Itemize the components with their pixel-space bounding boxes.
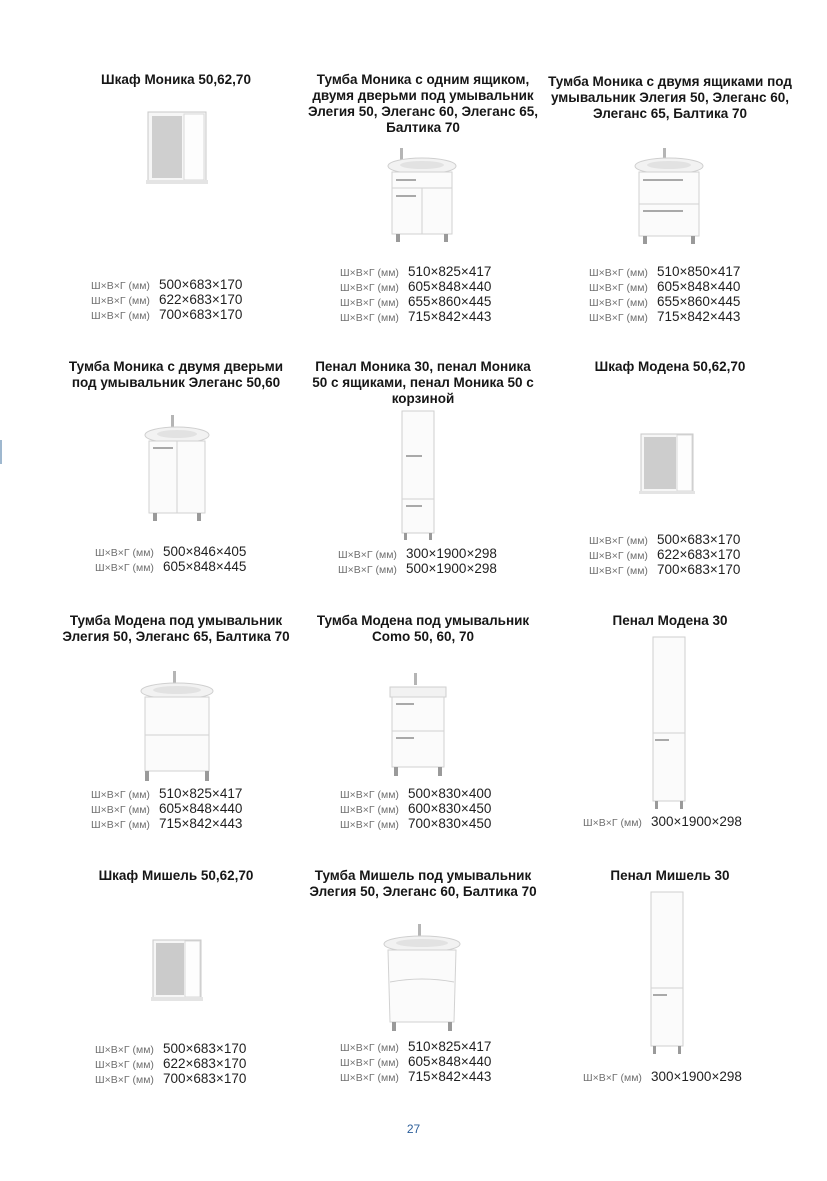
- tall-cabinet-icon: [649, 635, 689, 811]
- spec-row: [95, 1057, 246, 1072]
- spec-value: 510×850×417: [657, 264, 741, 279]
- product-card: [545, 74, 795, 334]
- spec-label: Ш×В×Г (мм): [589, 550, 648, 562]
- vanity-two-drawers-icon: [386, 673, 450, 777]
- product-title: Тумба Мишель под умывальник Элегия 50, Элеганс 60, Балтика 70: [309, 868, 537, 899]
- spec-label: Ш×В×Г (мм): [340, 1072, 399, 1084]
- spec-value: 500×683×170: [159, 277, 243, 292]
- spec-value: 500×683×170: [163, 1041, 247, 1056]
- spec-value: 622×683×170: [159, 292, 243, 307]
- page-number: 27: [406, 1122, 421, 1136]
- spec-list: [340, 787, 491, 832]
- vanity-drawer-doors-icon: [386, 148, 458, 244]
- spec-row: [91, 278, 242, 293]
- spec-label: Ш×В×Г (мм): [338, 564, 397, 576]
- spec-list: [91, 787, 242, 832]
- spec-list: [583, 1070, 742, 1085]
- spec-label: Ш×В×Г (мм): [340, 1057, 399, 1069]
- product-title: Шкаф Модена 50,62,70: [594, 359, 746, 374]
- spec-row: [95, 1072, 246, 1087]
- spec-list: [95, 1042, 246, 1087]
- spec-value: 715×842×443: [408, 1069, 492, 1084]
- mirror-cabinet-icon: [146, 110, 210, 186]
- product-card: [545, 613, 795, 838]
- spec-label: Ш×В×Г (мм): [91, 295, 150, 307]
- spec-label: Ш×В×Г (мм): [91, 819, 150, 831]
- vanity-two-drawers-icon: [139, 671, 215, 783]
- spec-value: 605×848×440: [408, 279, 492, 294]
- spec-row: [91, 802, 242, 817]
- spec-value: 715×842×443: [408, 309, 492, 324]
- spec-list: [589, 533, 740, 578]
- spec-row: [583, 815, 742, 830]
- spec-value: 510×825×417: [159, 786, 243, 801]
- spec-row: [338, 562, 497, 577]
- spec-row: [340, 1055, 491, 1070]
- spec-row: [589, 265, 740, 280]
- product-card: [298, 613, 548, 838]
- spec-row: [589, 533, 740, 548]
- spec-label: Ш×В×Г (мм): [589, 282, 648, 294]
- page-edge-mark: [0, 440, 2, 464]
- product-title: Пенал Модена 30: [612, 613, 728, 628]
- spec-label: Ш×В×Г (мм): [95, 1074, 154, 1086]
- spec-value: 622×683×170: [657, 547, 741, 562]
- spec-row: [95, 560, 246, 575]
- spec-row: [340, 310, 491, 325]
- spec-label: Ш×В×Г (мм): [91, 789, 150, 801]
- spec-label: Ш×В×Г (мм): [589, 565, 648, 577]
- spec-value: 715×842×443: [657, 309, 741, 324]
- spec-label: Ш×В×Г (мм): [340, 312, 399, 324]
- vanity-two-doors-icon: [143, 415, 211, 523]
- spec-value: 510×825×417: [408, 264, 492, 279]
- spec-label: Ш×В×Г (мм): [589, 297, 648, 309]
- spec-row: [91, 787, 242, 802]
- spec-label: Ш×В×Г (мм): [340, 819, 399, 831]
- spec-row: [340, 817, 491, 832]
- spec-value: 500×1900×298: [406, 561, 497, 576]
- product-card: [51, 613, 301, 838]
- product-title: Тумба Моника с одним ящиком, двумя дверьми под умывальник Элегия 50, Элеганс 60, Элеганс 65, Балтика 70: [308, 72, 538, 135]
- product-card: [298, 72, 548, 332]
- spec-label: Ш×В×Г (мм): [340, 804, 399, 816]
- tall-cabinet-icon: [647, 890, 687, 1056]
- tall-cabinet-icon: [398, 409, 438, 541]
- spec-value: 655×860×445: [408, 294, 492, 309]
- spec-label: Ш×В×Г (мм): [95, 1059, 154, 1071]
- spec-value: 715×842×443: [159, 816, 243, 831]
- spec-label: Ш×В×Г (мм): [589, 267, 648, 279]
- spec-row: [340, 1070, 491, 1085]
- spec-value: 605×848×445: [163, 559, 247, 574]
- spec-label: Ш×В×Г (мм): [91, 310, 150, 322]
- spec-list: [95, 545, 246, 575]
- product-card: [545, 359, 795, 579]
- spec-row: [338, 547, 497, 562]
- spec-row: [340, 295, 491, 310]
- spec-value: 500×846×405: [163, 544, 247, 559]
- spec-list: [583, 815, 742, 830]
- spec-label: Ш×В×Г (мм): [91, 804, 150, 816]
- product-title: Пенал Мишель 30: [610, 868, 730, 883]
- spec-value: 655×860×445: [657, 294, 741, 309]
- spec-list: [91, 278, 242, 323]
- spec-value: 622×683×170: [163, 1056, 247, 1071]
- spec-row: [340, 787, 491, 802]
- spec-value: 700×830×450: [408, 816, 492, 831]
- spec-row: [589, 548, 740, 563]
- product-title: Тумба Модена под умывальник Como 50, 60, 70: [316, 613, 530, 644]
- spec-row: [589, 563, 740, 578]
- spec-value: 300×1900×298: [651, 814, 742, 829]
- product-title: Тумба Моника с двумя дверьми под умывальник Элеганс 50,60: [68, 359, 284, 390]
- spec-value: 500×830×400: [408, 786, 492, 801]
- product-title: Шкаф Мишель 50,62,70: [98, 868, 254, 883]
- spec-value: 605×848×440: [408, 1054, 492, 1069]
- spec-value: 600×830×450: [408, 801, 492, 816]
- spec-row: [91, 308, 242, 323]
- spec-row: [583, 1070, 742, 1085]
- spec-row: [340, 1040, 491, 1055]
- spec-label: Ш×В×Г (мм): [340, 789, 399, 801]
- spec-list: [338, 547, 497, 577]
- product-title: Тумба Моника с двумя ящиками под умывальник Элегия 50, Элеганс 60, Элеганс 65, Балтика 70: [548, 74, 792, 121]
- spec-list: [340, 265, 491, 325]
- spec-label: Ш×В×Г (мм): [340, 282, 399, 294]
- spec-row: [340, 280, 491, 295]
- spec-value: 300×1900×298: [651, 1069, 742, 1084]
- spec-row: [589, 295, 740, 310]
- product-card: [51, 359, 301, 579]
- spec-label: Ш×В×Г (мм): [91, 280, 150, 292]
- spec-value: 300×1900×298: [406, 546, 497, 561]
- spec-label: Ш×В×Г (мм): [340, 267, 399, 279]
- mirror-cabinet-icon: [151, 938, 203, 1004]
- spec-label: Ш×В×Г (мм): [95, 547, 154, 559]
- spec-row: [95, 545, 246, 560]
- product-title: Тумба Модена под умывальник Элегия 50, Элеганс 65, Балтика 70: [62, 613, 290, 644]
- vanity-two-drawers-icon: [382, 924, 462, 1032]
- spec-list: [340, 1040, 491, 1085]
- product-card: [545, 868, 795, 1090]
- spec-label: Ш×В×Г (мм): [583, 817, 642, 829]
- spec-label: Ш×В×Г (мм): [589, 535, 648, 547]
- spec-value: 510×825×417: [408, 1039, 492, 1054]
- spec-value: 700×683×170: [657, 562, 741, 577]
- mirror-cabinet-icon: [639, 432, 697, 496]
- product-card: [51, 868, 301, 1090]
- spec-value: 605×848×440: [657, 279, 741, 294]
- product-title: Шкаф Моника 50,62,70: [101, 72, 251, 87]
- spec-row: [91, 293, 242, 308]
- spec-label: Ш×В×Г (мм): [95, 1044, 154, 1056]
- spec-label: Ш×В×Г (мм): [340, 297, 399, 309]
- spec-list: [589, 265, 740, 325]
- spec-label: Ш×В×Г (мм): [95, 562, 154, 574]
- spec-row: [340, 265, 491, 280]
- vanity-two-drawers-icon: [633, 148, 705, 246]
- spec-row: [91, 817, 242, 832]
- product-title: Пенал Моника 30, пенал Моника 50 с ящиками, пенал Моника 50 с корзиной: [312, 359, 534, 406]
- spec-label: Ш×В×Г (мм): [589, 312, 648, 324]
- spec-row: [589, 280, 740, 295]
- product-card: [51, 72, 301, 332]
- spec-row: [340, 802, 491, 817]
- spec-value: 500×683×170: [657, 532, 741, 547]
- spec-value: 700×683×170: [163, 1071, 247, 1086]
- spec-label: Ш×В×Г (мм): [340, 1042, 399, 1054]
- product-card: [298, 359, 548, 579]
- spec-value: 700×683×170: [159, 307, 243, 322]
- product-card: [298, 868, 548, 1090]
- spec-label: Ш×В×Г (мм): [583, 1072, 642, 1084]
- spec-value: 605×848×440: [159, 801, 243, 816]
- spec-row: [589, 310, 740, 325]
- spec-row: [95, 1042, 246, 1057]
- spec-label: Ш×В×Г (мм): [338, 549, 397, 561]
